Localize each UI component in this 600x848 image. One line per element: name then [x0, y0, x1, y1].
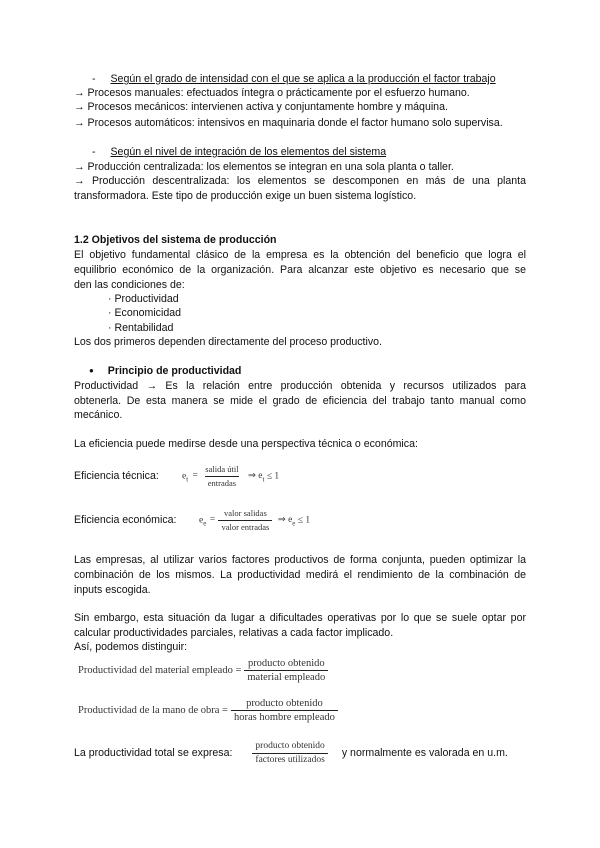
eficiencia-intro: La eficiencia puede medirse desde una perspectiva técnica o económica:	[74, 438, 418, 450]
sin-embargo-paragraph-line1: Sin embargo, esta situación da lugar a dificultades operativas por lo que se suele optar por	[74, 612, 526, 624]
fraction-economica: $\frac{\text{valor salidas}}{\text{valor entradas}}$	[218, 507, 272, 534]
empresas-paragraph-line2: combinación de los mismos. La productividad medirá el rendimiento de la combinación de	[74, 569, 526, 581]
subheading-intensidad: - Según el grado de intensidad con el que se aplica a la producción el factor trabajo	[92, 73, 496, 85]
item-descentralizada-line1: → Producción descentralizada: los elementos se descomponen en más de una planta	[74, 175, 526, 187]
eficiencia-tecnica-label: Eficiencia técnica:	[74, 469, 159, 482]
productividad-paragraph-line2: obtenerla. De esta manera se mide el grado de eficiencia del trabajo tanto manual como	[74, 395, 526, 407]
empresas-paragraph-line3: inputs escogida.	[74, 584, 151, 596]
fraction-total: $\frac{\text{producto obtenido}}{\text{factores utilizados}}$	[252, 740, 327, 767]
sin-embargo-paragraph-line2: calcular productividades parciales, relativas a cada factor implicado.	[74, 627, 394, 639]
formula-tecnica: $e_t$ = $\frac{\text{salida útil}}{\text{entradas}}$ ⇒ $e_t \le 1$	[182, 463, 280, 488]
item-descentralizada-line2: transformadora. Este tipo de producción exige un buen sistema logístico.	[74, 190, 417, 202]
bullet-icon: ●	[89, 366, 94, 375]
distinguir-text: Así, podemos distinguir:	[74, 641, 188, 653]
fraction-material: $\frac{\text{producto obtenido}}{\text{material empleado}}$	[244, 657, 328, 684]
item-procesos-mecanicos: → Procesos mecánicos: intervienen activa y conjuntamente hombre y máquina.	[74, 101, 448, 113]
total-lead: La productividad total se expresa:	[74, 746, 233, 759]
eficiencia-tecnica-row	[74, 461, 526, 491]
productividad-total-row	[74, 738, 526, 768]
condition-item: · Rentabilidad	[108, 322, 174, 334]
item-centralizada: → Producción centralizada: los elementos se integran en una sola planta o taller.	[74, 161, 454, 173]
principio-heading	[89, 364, 541, 378]
eficiencia-economica-row	[74, 505, 526, 535]
objetivos-paragraph-line3: den las condiciones de:	[74, 279, 185, 291]
condition-item: · Economicidad	[108, 307, 182, 319]
item-procesos-manuales: → Procesos manuales: efectuados íntegra o prácticamente por el esfuerzo humano.	[74, 87, 470, 99]
empresas-paragraph-line1: Las empresas, al utilizar varios factores productivos de forma conjunta, pueden optimizar la	[74, 554, 526, 566]
item-procesos-automaticos: → Procesos automáticos: intensivos en maquinaria donde el factor humano solo supervisa.	[74, 117, 503, 129]
formula-mano-obra: Productividad de la mano de obra = $\frac{\text{producto obtenido}}{\text{horas hombre empleado}}$	[78, 695, 530, 725]
principio-title: Principio de productividad	[107, 365, 242, 377]
subheading-integracion: - Según el nivel de integración de los elementos del sistema	[92, 146, 387, 158]
eficiencia-economica-label: Eficiencia económica:	[74, 513, 177, 526]
dash-marker: -	[92, 146, 96, 158]
section-title-objetivos: 1.2 Objetivos del sistema de producción	[74, 234, 277, 246]
objetivos-paragraph-line1: El objetivo fundamental clásico de la empresa es la obtención del beneficio que logra el	[74, 249, 526, 261]
productividad-paragraph-line3: mecánico.	[74, 409, 123, 421]
formula-economica: $e_e$ = $\frac{\text{valor salidas}}{\text{valor entradas}}$ ⇒ $e_e \le 1$	[199, 507, 311, 532]
formula-material: Productividad del material empleado = $\frac{\text{producto obtenido}}{\text{material empleado}}$	[78, 656, 530, 684]
fraction-tecnica: $\frac{\text{salida útil}}{\text{entradas}}$	[205, 463, 239, 488]
productividad-paragraph-line1: Productividad → Es la relación entre producción obtenida y recursos utilizados para	[74, 380, 526, 392]
objetivos-closing: Los dos primeros dependen directamente del proceso productivo.	[74, 336, 382, 348]
objetivos-paragraph-line2: equilibrio económico de la organización. Para alcanzar este objetivo es necesario que se	[74, 264, 526, 276]
dash-marker: -	[92, 73, 96, 85]
total-tail: y normalmente es valorada en u.m.	[341, 746, 508, 759]
fraction-mano-obra: $\frac{\text{producto obtenido}}{\text{horas hombre empleado}}$	[231, 697, 338, 724]
condition-item: · Productividad	[108, 293, 179, 305]
